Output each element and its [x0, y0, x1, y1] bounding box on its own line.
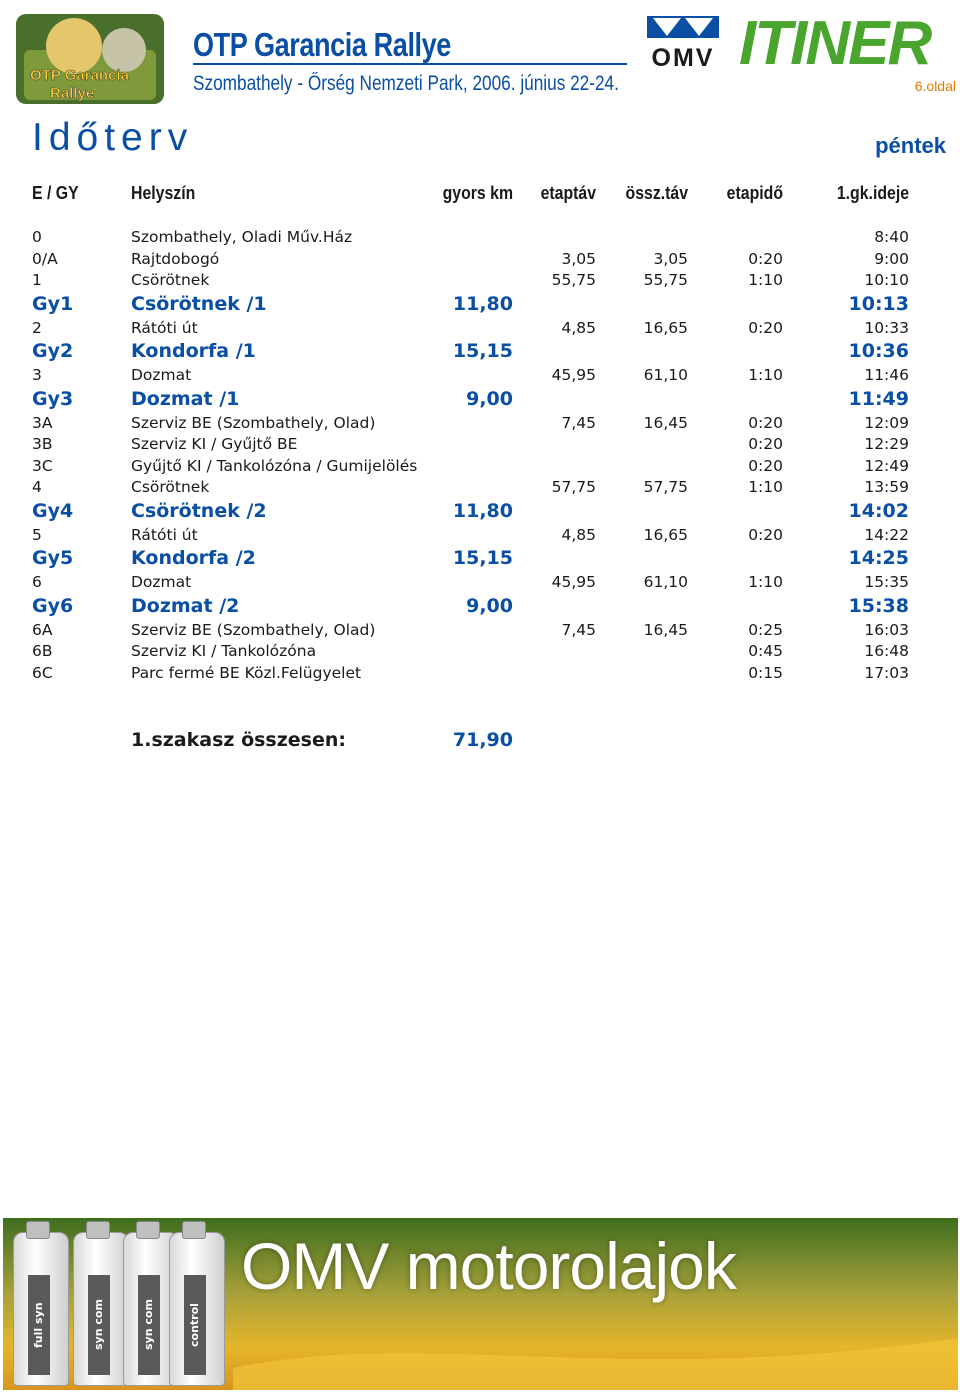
col-header-leg-distance: etaptáv	[540, 183, 596, 203]
row-first-car-time: 8:40	[874, 228, 909, 246]
table-row	[0, 662, 960, 684]
table-row	[0, 455, 960, 477]
row-id: 5	[32, 525, 42, 544]
col-header-stage-km: gyors km	[442, 183, 513, 203]
omv-logo	[645, 14, 721, 70]
oil-bottle-icon	[73, 1232, 129, 1386]
timetable	[0, 226, 960, 683]
row-first-car-time: 10:33	[864, 318, 909, 337]
row-location: Csörötnek /1	[131, 292, 267, 315]
row-leg-distance: 3,05	[561, 249, 596, 268]
row-leg-time: 1:10	[748, 478, 783, 496]
row-first-car-time: 14:22	[864, 525, 909, 544]
row-id: 3B	[32, 435, 53, 453]
bottle-label: control	[184, 1275, 206, 1375]
row-first-car-time: 11:49	[848, 387, 909, 410]
row-leg-distance: 7,45	[561, 413, 596, 432]
row-location: Gyűjtő KI / Tankolózóna / Gumijelölés	[131, 456, 418, 475]
row-leg-distance: 55,75	[551, 271, 596, 289]
row-stage-km: 15,15	[452, 547, 513, 569]
row-first-car-time: 12:29	[864, 435, 909, 453]
row-leg-distance: 4,85	[561, 318, 596, 337]
row-location: Csörötnek /2	[131, 499, 267, 522]
row-first-car-time: 16:48	[864, 642, 909, 660]
row-first-car-time: 12:09	[864, 413, 909, 432]
row-id: 3C	[32, 456, 53, 475]
row-leg-distance: 45,95	[551, 366, 596, 384]
row-leg-time: 0:45	[748, 642, 783, 660]
row-total-distance: 16,45	[643, 620, 688, 639]
row-location: Szerviz KI / Tankolózóna	[131, 642, 317, 660]
row-total-distance: 57,75	[643, 478, 688, 496]
row-first-car-time: 11:46	[864, 366, 909, 384]
event-subtitle: Szombathely - Őrség Nemzeti Park, 2006. június 22-24.	[193, 72, 619, 95]
section-total-value: 71,90	[452, 729, 513, 751]
row-first-car-time: 10:36	[848, 340, 909, 362]
row-id: Gy2	[32, 340, 74, 362]
row-first-car-time: 9:00	[874, 249, 909, 268]
row-stage-km: 11,80	[452, 499, 513, 522]
row-leg-time: 1:10	[748, 573, 783, 591]
row-id: 4	[32, 478, 42, 496]
row-id: 6C	[32, 663, 53, 682]
row-total-distance: 61,10	[643, 573, 688, 591]
special-stage-row	[0, 386, 960, 412]
col-header-id: E / GY	[32, 183, 79, 203]
col-header-first-car-time: 1.gk.ideje	[836, 183, 909, 203]
doc-title: Időterv	[32, 116, 194, 159]
row-first-car-time: 13:59	[864, 478, 909, 496]
row-location: Kondorfa /1	[131, 340, 256, 362]
row-id: Gy3	[32, 387, 74, 410]
row-leg-distance: 7,45	[561, 620, 596, 639]
row-first-car-time: 15:38	[848, 594, 909, 617]
row-location: Dozmat /2	[131, 594, 240, 617]
row-leg-time: 0:25	[748, 620, 783, 639]
omv-ad-banner	[3, 1218, 958, 1390]
row-location: Parc fermé BE Közl.Felügyelet	[131, 663, 362, 682]
col-header-leg-time: etapidő	[726, 183, 783, 203]
row-first-car-time: 10:13	[848, 292, 909, 315]
row-leg-distance: 4,85	[561, 525, 596, 544]
oil-bottle-icon	[169, 1232, 225, 1386]
special-stage-row	[0, 338, 960, 364]
row-total-distance: 3,05	[653, 249, 688, 268]
row-id: 0/A	[32, 249, 58, 268]
bottle-label: full syn	[28, 1275, 50, 1375]
table-row	[0, 269, 960, 291]
row-leg-distance: 45,95	[551, 573, 596, 591]
row-leg-time: 0:20	[748, 456, 783, 475]
row-id: 1	[32, 271, 42, 289]
row-location: Dozmat /1	[131, 387, 240, 410]
row-first-car-time: 14:25	[848, 547, 909, 569]
row-leg-time: 0:20	[748, 413, 783, 432]
row-id: 2	[32, 318, 42, 337]
table-row	[0, 640, 960, 662]
row-id: 3A	[32, 413, 53, 432]
day-label: péntek	[875, 133, 946, 158]
row-leg-time: 1:10	[748, 271, 783, 289]
row-first-car-time: 10:10	[864, 271, 909, 289]
table-header	[0, 183, 960, 207]
row-first-car-time: 12:49	[864, 456, 909, 475]
table-row	[0, 433, 960, 455]
row-location: Szerviz KI / Gyűjtő BE	[131, 435, 298, 453]
special-stage-row	[0, 498, 960, 524]
table-row	[0, 524, 960, 546]
row-leg-time: 0:20	[748, 435, 783, 453]
row-location: Rátóti út	[131, 318, 198, 337]
rally-logo	[14, 10, 166, 108]
oil-bottle-icon	[13, 1232, 69, 1386]
row-total-distance: 55,75	[643, 271, 688, 289]
table-row	[0, 476, 960, 498]
col-header-location: Helyszín	[131, 183, 196, 203]
table-row	[0, 226, 960, 248]
row-leg-time: 1:10	[748, 366, 783, 384]
row-location: Szerviz BE (Szombathely, Olad)	[131, 413, 376, 432]
row-location: Rajtdobogó	[131, 249, 220, 268]
row-stage-km: 11,80	[452, 292, 513, 315]
table-row	[0, 619, 960, 641]
table-row	[0, 248, 960, 270]
row-stage-km: 9,00	[466, 594, 513, 617]
table-row	[0, 571, 960, 593]
logo-text-1: OTP Garancia	[30, 67, 129, 84]
row-leg-time: 0:20	[748, 525, 783, 544]
table-row	[0, 317, 960, 339]
row-location: Csörötnek	[131, 271, 210, 289]
row-stage-km: 15,15	[452, 340, 513, 362]
row-id: 0	[32, 228, 42, 246]
row-id: 6	[32, 573, 42, 591]
row-first-car-time: 14:02	[848, 499, 909, 522]
row-total-distance: 61,10	[643, 366, 688, 384]
itiner-logo-text: ITINER	[739, 9, 931, 72]
bottle-label: syn com	[138, 1275, 160, 1375]
row-leg-time: 0:20	[748, 318, 783, 337]
row-leg-distance: 57,75	[551, 478, 596, 496]
row-first-car-time: 17:03	[864, 663, 909, 682]
row-location: Dozmat	[131, 573, 192, 591]
row-leg-time: 0:15	[748, 663, 783, 682]
banner-text: OMV motorolajok	[241, 1229, 736, 1303]
special-stage-row	[0, 593, 960, 619]
table-row	[0, 412, 960, 434]
row-stage-km: 9,00	[466, 387, 513, 410]
row-total-distance: 16,65	[643, 318, 688, 337]
row-location: Szerviz BE (Szombathely, Olad)	[131, 620, 376, 639]
row-id: Gy4	[32, 499, 74, 522]
row-location: Rátóti út	[131, 525, 198, 544]
table-row	[0, 364, 960, 386]
col-header-total-distance: össz.táv	[625, 183, 688, 203]
logo-text-2: Rallye	[50, 85, 95, 102]
title-underline	[193, 63, 627, 65]
row-location: Kondorfa /2	[131, 547, 256, 569]
row-first-car-time: 15:35	[864, 573, 909, 591]
row-total-distance: 16,65	[643, 525, 688, 544]
row-location: Szombathely, Oladi Műv.Ház	[131, 228, 353, 246]
row-id: Gy5	[32, 547, 74, 569]
event-title: OTP Garancia Rallye	[193, 26, 451, 63]
row-total-distance: 16,45	[643, 413, 688, 432]
row-location: Csörötnek	[131, 478, 210, 496]
row-first-car-time: 16:03	[864, 620, 909, 639]
omv-logo-text: OMV	[651, 44, 715, 70]
row-leg-time: 0:20	[748, 249, 783, 268]
page-number: 6.oldal	[914, 78, 956, 94]
bottle-label: syn com	[88, 1275, 110, 1375]
row-id: 6A	[32, 620, 53, 639]
row-location: Dozmat	[131, 366, 192, 384]
row-id: 6B	[32, 642, 53, 660]
row-id: Gy6	[32, 594, 74, 617]
itiner-logo	[735, 2, 955, 72]
special-stage-row	[0, 545, 960, 571]
section-total-label: 1.szakasz összesen:	[131, 729, 347, 751]
row-id: Gy1	[32, 292, 74, 315]
special-stage-row	[0, 291, 960, 317]
row-id: 3	[32, 366, 42, 384]
